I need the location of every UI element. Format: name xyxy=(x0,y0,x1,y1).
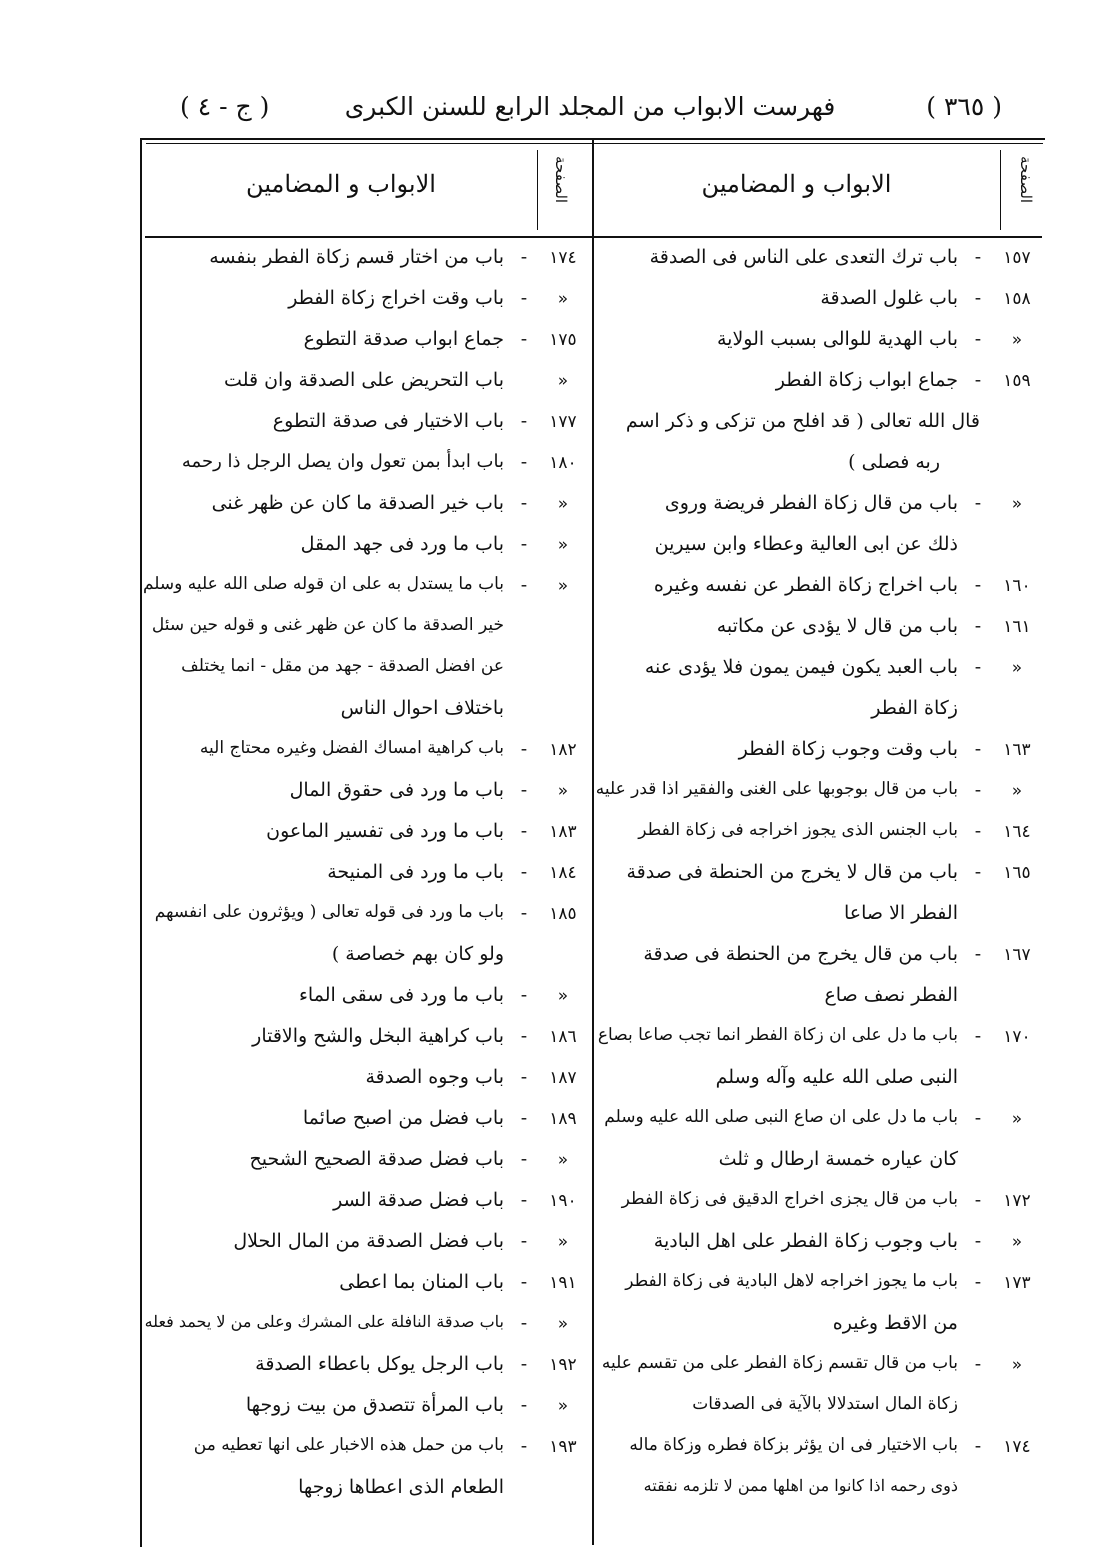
entry-text: باب الرجل يوكل باعطاء الصدقة xyxy=(255,1353,504,1375)
entry-text: الفطر الا صاعا xyxy=(844,902,958,924)
entry-page: ١٧٧ xyxy=(549,412,577,432)
entry-dash: - xyxy=(520,1066,528,1088)
entry-page: « xyxy=(557,781,569,801)
index-entry xyxy=(600,650,1040,732)
entry-text: باب ما ورد فى قوله تعالى ( ويؤثرون على انفسهم xyxy=(154,902,504,922)
entry-text: قال الله تعالى ( قد افلح من تزكى و ذكر اسم xyxy=(625,410,980,432)
entry-text: باب الهدية للوالى بسبب الولاية xyxy=(716,328,958,350)
entry-dash: - xyxy=(520,1107,528,1129)
entry-page: ١٥٧ xyxy=(1003,248,1031,268)
entry-page: « xyxy=(557,535,569,555)
index-entry xyxy=(600,404,1040,486)
index-entry xyxy=(148,896,592,978)
entry-page: ١٦١ xyxy=(1003,617,1031,637)
entry-text: عن افضل الصدقة - جهد من مقل - انما يختلف xyxy=(181,656,504,676)
entry-page: ١٦٥ xyxy=(1003,863,1031,883)
entry-text: باب ما دل على ان زكاة الفطر انما تجب صاعا بصاع xyxy=(597,1025,958,1045)
index-entry xyxy=(600,1183,1040,1224)
entry-text: ذوى رحمه اذا كانوا من اهلها ممن لا تلزمه نفقته xyxy=(643,1476,958,1495)
entry-page: ١٧٤ xyxy=(549,248,577,268)
entry-text: باب الاختيار فى صدقة التطوع xyxy=(272,410,504,432)
entry-page: ١٨٤ xyxy=(549,863,577,883)
entry-page: « xyxy=(557,1232,569,1252)
entry-page: ١٩٠ xyxy=(549,1191,577,1211)
index-entry xyxy=(600,240,1040,281)
entry-text: باب فضل صدقة السر xyxy=(333,1189,504,1211)
entry-text: كان عياره خمسة ارطال و ثلث xyxy=(718,1148,958,1170)
entry-page: ١٨٥ xyxy=(549,904,577,924)
index-entry xyxy=(600,814,1040,855)
entry-dash: - xyxy=(520,1312,528,1334)
index-entry xyxy=(600,363,1040,404)
entry-text: باب من حمل هذه الاخبار على انها تعطيه من xyxy=(193,1435,504,1455)
left-column-header xyxy=(142,150,592,234)
entry-dash: - xyxy=(520,533,528,555)
index-entry xyxy=(595,773,1040,814)
entry-text: ولو كان بهم خصاصة ) xyxy=(331,943,504,965)
entry-text: باب كراهية البخل والشح والاقتار xyxy=(252,1025,504,1047)
entry-text: الفطر نصف صاع xyxy=(824,984,958,1006)
entry-text: باب من قال تقسم زكاة الفطر على من تقسم عليه xyxy=(601,1353,958,1373)
entry-text: باب من قال بوجوبها على الغنى والفقير اذا قدر عليه xyxy=(595,779,958,799)
index-entry xyxy=(148,1265,592,1306)
entry-text: باب من قال لا يؤدى عن مكاتبه xyxy=(716,615,958,637)
entry-text: باب فضل الصدقة من المال الحلال xyxy=(233,1230,504,1252)
page-title: فهرست الابواب من المجلد الرابع للسنن الكبرى xyxy=(344,92,836,121)
entry-page: ١٨٢ xyxy=(549,740,577,760)
entry-text: باب المنان بما اعطى xyxy=(339,1271,504,1293)
entry-text: من الاقط وغيره xyxy=(832,1312,958,1334)
entry-text: باب ابدأ بمن تعول وان يصل الرجل ذا رحمه xyxy=(181,451,504,472)
index-entry xyxy=(600,1265,1040,1347)
header-vline xyxy=(1000,150,1001,230)
index-entry xyxy=(148,978,592,1019)
entry-dash: - xyxy=(974,574,982,596)
entry-dash: - xyxy=(974,820,982,842)
index-entry xyxy=(148,1429,592,1511)
index-entry xyxy=(600,855,1040,937)
entry-text: باب من قال زكاة الفطر فريضة وروى xyxy=(664,492,958,514)
entry-dash: - xyxy=(974,738,982,760)
entry-dash: - xyxy=(520,1230,528,1252)
entry-page: ١٦٠ xyxy=(1003,576,1031,596)
entry-text: الطعام الذى اعطاها زوجها xyxy=(298,1476,504,1498)
entry-dash: - xyxy=(974,369,982,391)
entry-dash: - xyxy=(520,574,528,596)
entry-page: « xyxy=(557,289,569,309)
index-entry xyxy=(148,322,592,363)
entry-text: باب وقت اخراج زكاة الفطر xyxy=(288,287,504,309)
entry-text: باب الجنس الذى يجوز اخراجه فى زكاة الفطر xyxy=(638,820,958,840)
entry-dash: - xyxy=(974,328,982,350)
entry-dash: - xyxy=(520,820,528,842)
index-entry xyxy=(148,404,592,445)
entry-text: باب من اختار قسم زكاة الفطر بنفسه xyxy=(209,246,504,268)
entry-text: باب فضل صدقة الصحيح الشحيح xyxy=(249,1148,504,1170)
entry-dash: - xyxy=(520,984,528,1006)
index-entry xyxy=(148,363,592,404)
entry-dash: - xyxy=(520,779,528,801)
entry-page: ١٨٣ xyxy=(549,822,577,842)
entry-dash: - xyxy=(974,1025,982,1047)
entry-dash: - xyxy=(974,492,982,514)
entry-text: باب وجوب زكاة الفطر على اهل البادية xyxy=(653,1230,958,1252)
entry-dash: - xyxy=(520,328,528,350)
index-entry xyxy=(148,855,592,896)
entry-text: خير الصدقة ما كان عن ظهر غنى و قوله حين سئل xyxy=(151,615,504,635)
entry-text: باب من قال يخرج من الحنطة فى صدقة xyxy=(643,943,958,965)
entry-text: ربه فصلى ) xyxy=(848,451,940,473)
index-entry xyxy=(600,732,1040,773)
entry-dash: - xyxy=(974,1189,982,1211)
entry-text: باب اخراج زكاة الفطر عن نفسه وغيره xyxy=(653,574,958,596)
entry-page: « xyxy=(1011,781,1023,801)
index-entry xyxy=(148,240,592,281)
index-entry xyxy=(148,773,592,814)
entry-text: باب وقت وجوب زكاة الفطر xyxy=(738,738,958,760)
entry-dash: - xyxy=(974,1435,982,1457)
entry-text: باب العبد يكون فيمن يمون فلا يؤدى عنه xyxy=(644,656,958,678)
index-entry xyxy=(600,281,1040,322)
entry-text: باب ما ورد فى سقى الماء xyxy=(298,984,504,1006)
right-index-column xyxy=(595,240,1040,1511)
entry-dash: - xyxy=(520,1435,528,1457)
topics-column-label: الابواب و المضامين xyxy=(246,170,436,198)
index-entry xyxy=(600,1224,1040,1265)
entry-dash: - xyxy=(520,492,528,514)
index-entry xyxy=(148,732,592,773)
entry-dash: - xyxy=(520,1271,528,1293)
entry-text: باب ما ورد فى تفسير الماعون xyxy=(266,820,504,842)
entry-text: باب فضل من اصبح صائما xyxy=(302,1107,504,1129)
entry-text: جماع ابواب زكاة الفطر xyxy=(775,369,958,391)
page-header xyxy=(140,88,1040,132)
entry-text: باب ما يستدل به على ان قوله صلى الله عليه وسلم xyxy=(142,574,504,594)
entry-dash: - xyxy=(974,1353,982,1375)
entry-text: النبى صلى الله عليه وآله وسلم xyxy=(715,1066,958,1088)
entry-text: باب خير الصدقة ما كان عن ظهر غنى xyxy=(211,492,504,514)
entry-page: « xyxy=(557,494,569,514)
page-number: ( ٣٦٥ ) xyxy=(926,92,1002,121)
entry-text: جماع ابواب صدقة التطوع xyxy=(303,328,504,350)
entry-dash: - xyxy=(520,1353,528,1375)
entry-page: « xyxy=(557,1314,569,1334)
entry-text: زكاة الفطر xyxy=(871,697,958,719)
entry-dash: - xyxy=(520,451,528,473)
entry-text: ذلك عن ابى العالية وعطاء وابن سيرين xyxy=(654,533,958,555)
entry-page: « xyxy=(557,371,569,391)
right-column-header xyxy=(594,150,1043,234)
entry-dash: - xyxy=(520,1025,528,1047)
entry-page: « xyxy=(557,986,569,1006)
index-entry xyxy=(142,568,592,732)
entry-dash: - xyxy=(974,287,982,309)
entry-page: « xyxy=(1011,1232,1023,1252)
entry-text: باب ما يجوز اخراجه لاهل البادية فى زكاة الفطر xyxy=(625,1271,958,1291)
entry-text: باب ما ورد فى المنيحة xyxy=(327,861,504,883)
index-entry xyxy=(600,937,1040,1019)
entry-page: « xyxy=(557,1396,569,1416)
entry-page: ١٥٨ xyxy=(1003,289,1031,309)
volume-label: ( ج - ٤ ) xyxy=(180,92,270,121)
index-entry xyxy=(148,281,592,322)
entry-page: ١٧٣ xyxy=(1003,1273,1031,1293)
entry-text: باب صدقة النافلة على المشرك وعلى من لا يحمد فعله xyxy=(144,1312,504,1331)
entry-page: ١٧٥ xyxy=(549,330,577,350)
index-entry xyxy=(600,322,1040,363)
entry-page: ١٩٢ xyxy=(549,1355,577,1375)
page-column-label: الصفحة xyxy=(552,156,570,204)
entry-text: باب من قال لا يخرج من الحنطة فى صدقة xyxy=(626,861,958,883)
index-entry xyxy=(597,1019,1040,1101)
entry-page: ١٩٣ xyxy=(549,1437,577,1457)
entry-dash: - xyxy=(520,738,528,760)
index-entry xyxy=(148,1060,592,1101)
entry-text: باب الاختيار فى ان يؤثر بزكاة فطره وزكاة ماله xyxy=(629,1435,958,1455)
entry-page: ١٧٢ xyxy=(1003,1191,1031,1211)
entry-text: باب ما دل على ان صاع النبى صلى الله عليه وسلم xyxy=(604,1107,958,1127)
entry-dash: - xyxy=(974,656,982,678)
index-entry xyxy=(148,1183,592,1224)
entry-page: ١٩١ xyxy=(549,1273,577,1293)
entry-text: باب ما ورد فى حقوق المال xyxy=(289,779,504,801)
entry-page: « xyxy=(1011,1355,1023,1375)
header-vline xyxy=(537,150,538,230)
entry-page: ١٨٦ xyxy=(549,1027,577,1047)
entry-text: باختلاف احوال الناس xyxy=(340,697,504,719)
index-entry xyxy=(148,527,592,568)
entry-dash: - xyxy=(520,246,528,268)
entry-page: ١٦٣ xyxy=(1003,740,1031,760)
entry-dash: - xyxy=(974,779,982,801)
entry-page: « xyxy=(1011,1109,1023,1129)
index-entry xyxy=(144,1306,592,1347)
entry-page: ١٦٧ xyxy=(1003,945,1031,965)
index-entry xyxy=(148,1347,592,1388)
index-entry xyxy=(148,1224,592,1265)
index-entry xyxy=(600,1101,1040,1183)
entry-dash: - xyxy=(974,1271,982,1293)
index-entry xyxy=(600,1429,1040,1511)
entry-page: « xyxy=(1011,494,1023,514)
index-entry xyxy=(148,1019,592,1060)
entry-page: « xyxy=(1011,658,1023,678)
entry-page: ١٨٩ xyxy=(549,1109,577,1129)
left-index-column xyxy=(142,240,592,1511)
entry-dash: - xyxy=(520,861,528,883)
index-entry xyxy=(148,486,592,527)
entry-dash: - xyxy=(520,287,528,309)
entry-page: ١٨٠ xyxy=(549,453,577,473)
entry-page: ١٦٤ xyxy=(1003,822,1031,842)
entry-dash: - xyxy=(974,861,982,883)
entry-text: باب من قال يجزى اخراج الدقيق فى زكاة الفطر xyxy=(621,1189,958,1209)
entry-text: باب وجوه الصدقة xyxy=(365,1066,504,1088)
entry-page: « xyxy=(557,1150,569,1170)
entry-page: « xyxy=(557,576,569,596)
index-entry xyxy=(600,568,1040,609)
entry-text: باب ما ورد فى جهد المقل xyxy=(300,533,504,555)
entry-page: ١٧٠ xyxy=(1003,1027,1031,1047)
entry-dash: - xyxy=(520,1189,528,1211)
index-entry xyxy=(600,609,1040,650)
entry-dash: - xyxy=(974,1107,982,1129)
double-rule xyxy=(146,143,1043,144)
entry-text: باب ترك التعدى على الناس فى الصدقة xyxy=(649,246,958,268)
entry-page: ١٥٩ xyxy=(1003,371,1031,391)
entry-dash: - xyxy=(520,902,528,924)
entry-page: ١٧٤ xyxy=(1003,1437,1031,1457)
entry-dash: - xyxy=(520,1148,528,1170)
page-column-label: الصفحة xyxy=(1017,156,1035,204)
column-divider xyxy=(592,140,594,1545)
index-entry xyxy=(600,1347,1040,1429)
entry-text: باب التحريض على الصدقة وان قلت xyxy=(224,369,504,391)
entry-text: باب المرأة تتصدق من بيت زوجها xyxy=(245,1394,504,1416)
entry-dash: - xyxy=(974,1230,982,1252)
entry-dash: - xyxy=(974,246,982,268)
entry-page: ١٨٧ xyxy=(549,1068,577,1088)
index-entry xyxy=(148,1101,592,1142)
entry-text: زكاة المال استدلالا بالآية فى الصدقات xyxy=(692,1394,958,1414)
entry-dash: - xyxy=(974,943,982,965)
index-entry xyxy=(148,1142,592,1183)
index-entry xyxy=(148,814,592,855)
header-rule xyxy=(145,236,1042,238)
entry-text: باب كراهية امساك الفضل وغيره محتاج اليه xyxy=(199,738,504,758)
entry-dash: - xyxy=(974,615,982,637)
topics-column-label: الابواب و المضامين xyxy=(701,170,892,198)
index-entry xyxy=(600,486,1040,568)
index-entry xyxy=(148,1388,592,1429)
index-entry xyxy=(148,445,592,486)
entry-page: « xyxy=(1011,330,1023,350)
entry-dash: - xyxy=(520,1394,528,1416)
entry-dash: - xyxy=(520,410,528,432)
entry-text: باب غلول الصدقة xyxy=(820,287,958,309)
